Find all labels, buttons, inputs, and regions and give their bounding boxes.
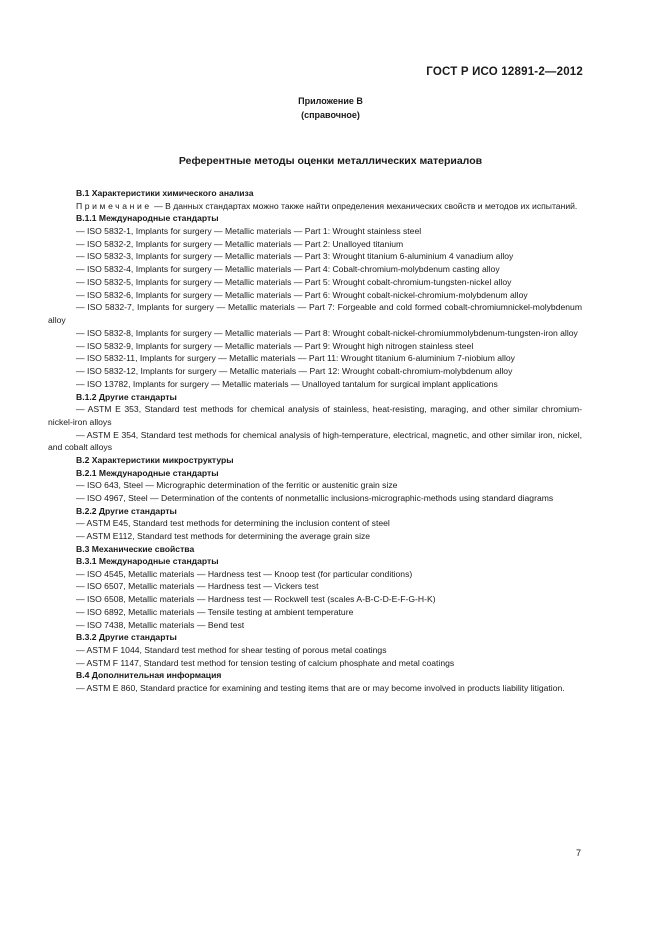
list-item: — ISO 5832-5, Implants for surgery — Metallic materials — Part 5: Wrought cobalt-chromium-tungsten-nickel alloy: [76, 276, 512, 287]
list-item: — ISO 6507, Metallic materials — Hardness test — Vickers test: [76, 581, 319, 592]
list-item: — ISO 5832-9, Implants for surgery — Metallic materials — Part 9: Wrought high nitrogen stainless steel: [76, 340, 474, 351]
subsection-heading: В.3.1 Международные стандарты: [76, 556, 219, 566]
list-item: — ISO 5832-1, Implants for surgery — Metallic materials — Part 1: Wrought stainless steel: [76, 225, 422, 236]
list-item: — ASTM E 860, Standard practice for examining and testing items that are or may become involved in products liability litigation.: [76, 682, 565, 693]
list-item: — ISO 5832-2, Implants for surgery — Metallic materials — Part 2: Unalloyed titanium: [76, 238, 404, 249]
subsection-heading: В.2.1 Международные стандарты: [76, 467, 219, 478]
list-item: — ISO 5832-8, Implants for surgery — Metallic materials — Part 8: Wrought cobalt-nickel-chromiummolybdenum-tungsten-iron alloy: [76, 327, 578, 338]
list-item: — ISO 5832-6, Implants for surgery — Metallic materials — Part 6: Wrought cobalt-nickel-chromium-molybdenum alloy: [76, 289, 528, 300]
list-item: — ISO 6508, Metallic materials — Hardness test — Rockwell test (scales A-B-C-D-E-F-G-H-K): [76, 594, 436, 604]
note-label: Примечание: [76, 200, 152, 211]
list-item: — ISO 6892, Metallic materials — Tensile testing at ambient temperature: [76, 606, 354, 617]
list-item: — ASTM E 353, Standard test methods for chemical analysis of stainless, heat-resisting, maraging, and other similar chromium-nickel-iron alloys: [48, 404, 582, 427]
section-heading: В.3 Механические свойства: [76, 543, 195, 554]
list-item: — ISO 4967, Steel — Determination of the contents of nonmetallic inclusions-micrographic-methods using standard diagrams: [76, 492, 554, 503]
note-text: — В данных стандартах можно также найти определения механических свойств и методов их испытаний.: [154, 200, 578, 211]
subsection-heading: В.1.2 Другие стандарты: [76, 391, 177, 402]
subsection-heading: В.2.2 Другие стандарты: [76, 505, 177, 516]
list-item: — ISO 4545, Metallic materials — Hardness test — Knoop test (for particular conditions): [76, 568, 413, 579]
section-heading: В.1 Характеристики химического анализа: [76, 188, 254, 198]
list-item: — ISO 5832-12, Implants for surgery — Metallic materials — Part 12: Wrought cobalt-chromium-molybdenum alloy: [76, 366, 513, 376]
page-number: 7: [575, 848, 581, 858]
list-item: — ISO 7438, Metallic materials — Bend test: [76, 619, 245, 630]
section-heading: В.2 Характеристики микроструктуры: [76, 455, 234, 465]
appendix-label: Приложение В: [298, 96, 363, 106]
list-item: — ASTM F 1044, Standard test method for shear testing of porous metal coatings: [76, 644, 387, 655]
subsection-heading: В.1.1 Международные стандарты: [76, 213, 219, 224]
list-item: — ISO 5832-4, Implants for surgery — Metallic materials — Part 4: Cobalt-chromium-molybdenum casting alloy: [76, 264, 500, 274]
list-item: — ISO 5832-3, Implants for surgery — Metallic materials — Part 3: Wrought titanium 6-aluminium 4 vanadium alloy: [76, 251, 514, 262]
note: [48, 200, 582, 213]
document-id: ГОСТ Р ИСО 12891-2—2012: [426, 66, 583, 78]
list-item: — ASTM E45, Standard test methods for determining the inclusion content of steel: [76, 518, 390, 528]
list-item: — ISO 13782, Implants for surgery — Metallic materials — Unalloyed tantalum for surgical implant applications: [76, 378, 498, 389]
appendix-title: Референтные методы оценки металлических материалов: [178, 155, 483, 167]
list-item: — ASTM E 354, Standard test methods for chemical analysis of high-temperature, electrical, magnetic, and other similar iron, nickel, and cobalt alloys: [48, 429, 582, 453]
appendix-body: [48, 187, 582, 695]
section-heading: В.4 Дополнительная информация: [76, 670, 222, 681]
list-item: — ASTM E112, Standard test methods for determining the average grain size: [76, 530, 371, 541]
list-item: — ISO 643, Steel — Micrographic determination of the ferritic or austenitic grain size: [76, 480, 398, 490]
list-item: — ISO 5832-7, Implants for surgery — Metallic materials — Part 7: Forgeable and cold formed cobalt-chromiumnickel-molybdenum alloy: [48, 302, 582, 325]
list-item: — ASTM F 1147, Standard test method for tension testing of calcium phosphate and metal coatings: [76, 657, 455, 668]
appendix-type: (справочное): [301, 110, 360, 120]
list-item: — ISO 5832-11, Implants for surgery — Metallic materials — Part 11: Wrought titanium 6-aluminium 7-niobium alloy: [76, 353, 515, 364]
subsection-heading: В.3.2 Другие стандарты: [76, 632, 177, 643]
